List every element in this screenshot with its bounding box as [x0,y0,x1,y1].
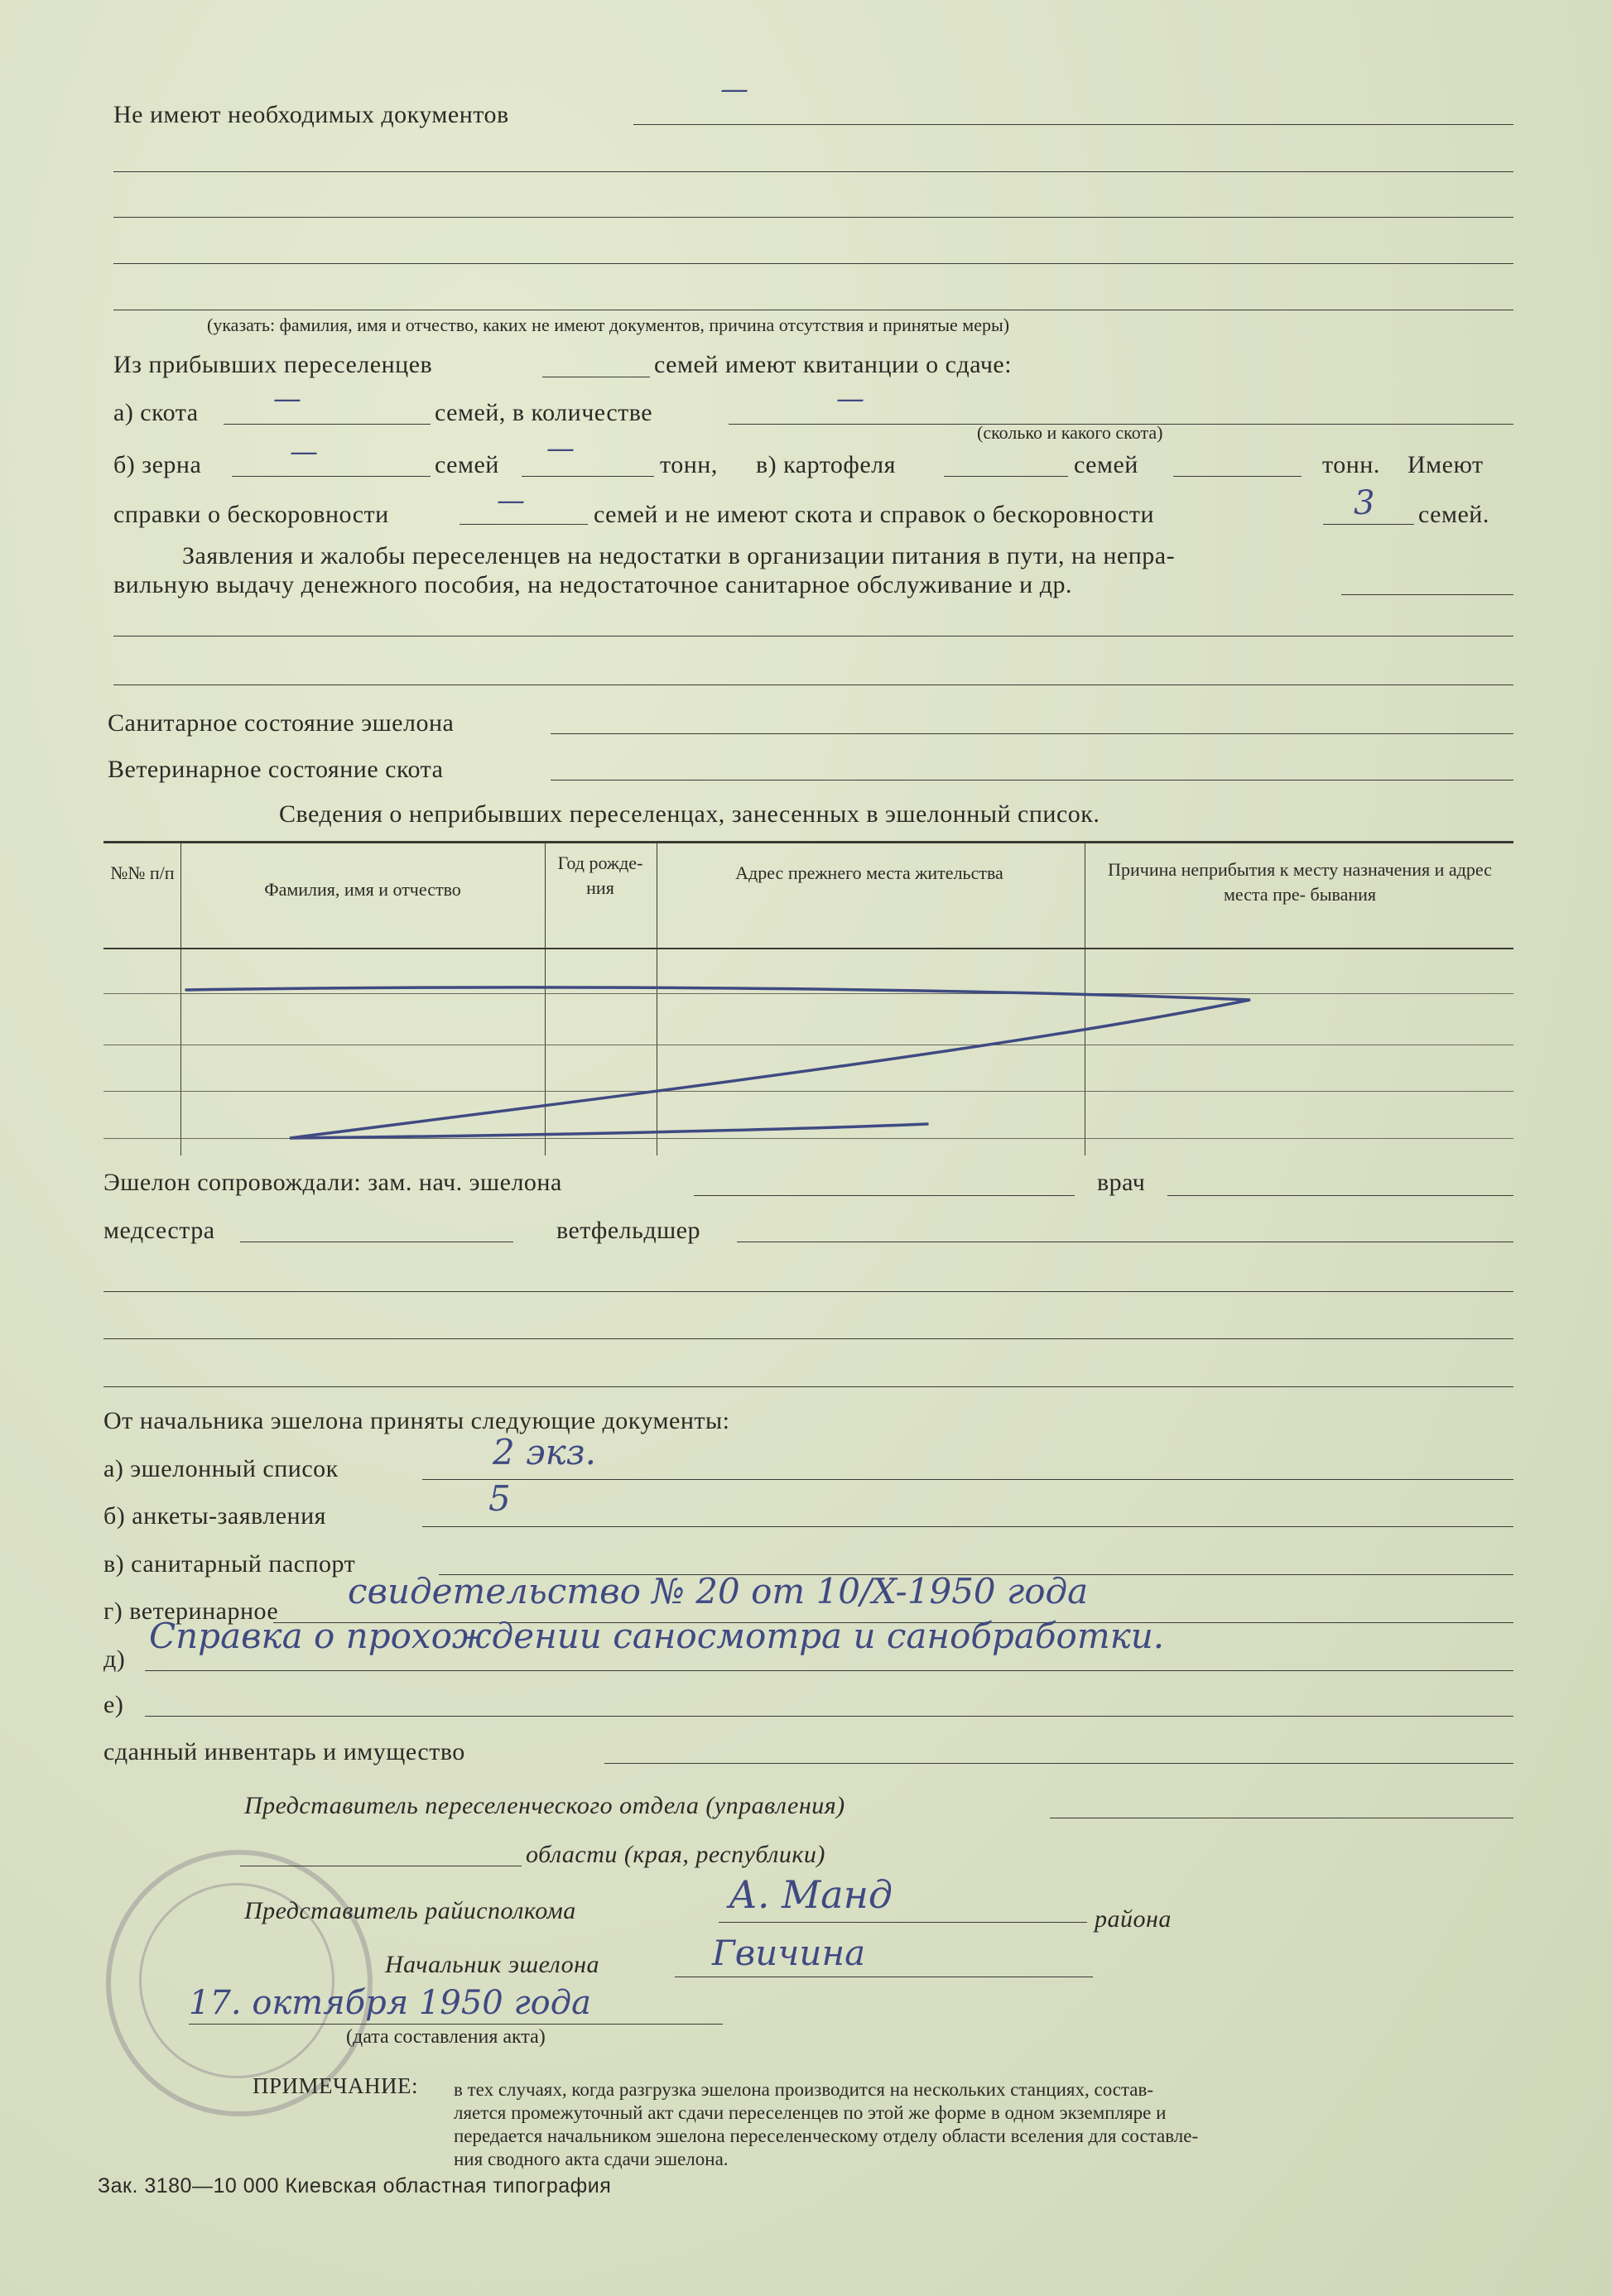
doc-b-line [422,1526,1513,1527]
doc-b-value: 5 [488,1478,511,1519]
note-line-2: ляется промежуточный акт сдачи переселенцев по этой же форме в одном экземпляре и [454,2102,1167,2123]
note-label: ПРИМЕЧАНИЕ: [253,2073,419,2098]
doc-d-label: г) ветеринарное [103,1597,279,1625]
date-line [189,2024,723,2025]
nocattle-text: семей и не имеют скота и справок о бескоровности [594,501,1155,528]
sanitary-label: Санитарное состояние эшелона [108,709,455,737]
table-header-num: №№ п/п [110,862,175,883]
rep-district-line [719,1922,1087,1923]
cattle-value: — [273,382,301,415]
doc-e-value: Справка о прохождении саносмотра и санобработки. [149,1616,1165,1656]
doc-b-label: б) анкеты-заявления [103,1502,326,1530]
blank-line [103,1338,1513,1339]
receipts-intro-b: семей имеют квитанции о сдаче: [654,351,1013,378]
grain-value: — [290,435,318,468]
no-docs-note: (указать: фамилия, имя и отчество, каких не имеют документов, причина отсутствия и принятые меры) [207,315,1010,335]
potato-families-label: семей [1074,451,1138,478]
escort-line [694,1195,1075,1196]
potato-tons-label: тонн. [1322,451,1380,478]
grain-label: б) зерна [113,451,202,478]
potato-label: в) картофеля [756,451,896,478]
have-label: Имеют [1407,451,1484,478]
no-docs-value: — [720,73,748,106]
note-line-4: ния сводного акта сдачи эшелона. [454,2149,729,2169]
doc-f-line [145,1716,1513,1717]
complaints-line-2: вильную выдачу денежного пособия, на недостаточное санитарное обслуживание и др. [113,571,1072,598]
cattle-families-label: семей, в количестве [435,399,653,426]
doc-a-line [422,1479,1513,1480]
blank-line [103,1386,1513,1387]
doc-a-label: а) эшелонный список [103,1455,339,1482]
note-line-1: в тех случаях, когда разгрузка эшелона производится на нескольких станциях, состав- [454,2079,1154,2100]
date-label: (дата составления акта) [346,2026,546,2048]
doc-f-label: е) [103,1691,124,1718]
chief-signature: Гвичина [712,1933,866,1973]
no-docs-label: Не имеют необходимых документов [113,101,509,128]
rep-district-signature: А. Манд [729,1872,893,1917]
complaints-line-1: Заявления и жалобы переселенцев на недостатки в организации питания в пути, на непра- [182,542,1176,569]
inventory-label: сданный инвентарь и имущество [103,1738,465,1765]
table-title: Сведения о неприбывших переселенцах, занесенных в эшелонный список. [279,800,1100,828]
cattle-note: (сколько и какого скота) [977,422,1163,443]
receipts-intro-a: Из прибывших переселенцев [113,351,433,378]
table-header-reason: Причина неприбытия к месту назначения и адрес места пре- бывания [1108,859,1492,905]
cattle-label: а) скота [113,399,199,426]
nocattle-label: справки о бескоровности [113,501,389,528]
rep-district-label: Представитель райисполкома [244,1897,576,1924]
nocattle-value-2: 3 [1354,484,1375,522]
doctor-line [1167,1195,1513,1196]
nocattle-end: семей. [1418,501,1489,528]
note-line-3: передается начальником эшелона переселенческому отделу области вселения для составле- [454,2125,1199,2146]
date-value: 17. октября 1950 года [189,1984,591,2022]
doc-a-value: 2 экз. [493,1432,596,1472]
doctor-label: врач [1097,1169,1146,1196]
rep-dept-label: Представитель переселенческого отдела (управления) [244,1792,845,1819]
cattle-qty-value: — [836,382,864,415]
grain-tons-label: тонн, [660,451,718,478]
nocattle-value: — [497,484,525,517]
district-label: района [1095,1905,1172,1933]
veterinary-label: Ветеринарное состояние скота [108,756,444,783]
chief-label: Начальник эшелона [385,1951,600,1978]
blank-line [103,1291,1513,1292]
doc-e-line [145,1670,1513,1671]
grain-families-label: семей [435,451,499,478]
grain-qty-value: — [546,432,575,465]
escort-label: Эшелон сопровождали: зам. нач. эшелона [103,1169,562,1196]
doc-e-label: д) [103,1645,126,1673]
table-header-year: Год рожде- ния [557,853,643,898]
region-label: области (края, республики) [526,1841,825,1868]
docs-title: От начальника эшелона приняты следующие документы: [103,1407,730,1434]
doc-d-value: свидетельство № 20 от 10/X-1950 года [348,1571,1089,1612]
doc-c-label: в) санитарный паспорт [103,1550,356,1578]
inventory-line [604,1763,1513,1764]
printer-footer: Зак. 3180—10 000 Киевская областная типография [98,2174,612,2198]
table-header-name: Фамилия, имя и отчество [264,879,461,900]
vet-label: ветфельдшер [556,1217,701,1244]
table-header-address: Адрес прежнего места жительства [735,862,1003,883]
nurse-label: медсестра [103,1217,215,1244]
